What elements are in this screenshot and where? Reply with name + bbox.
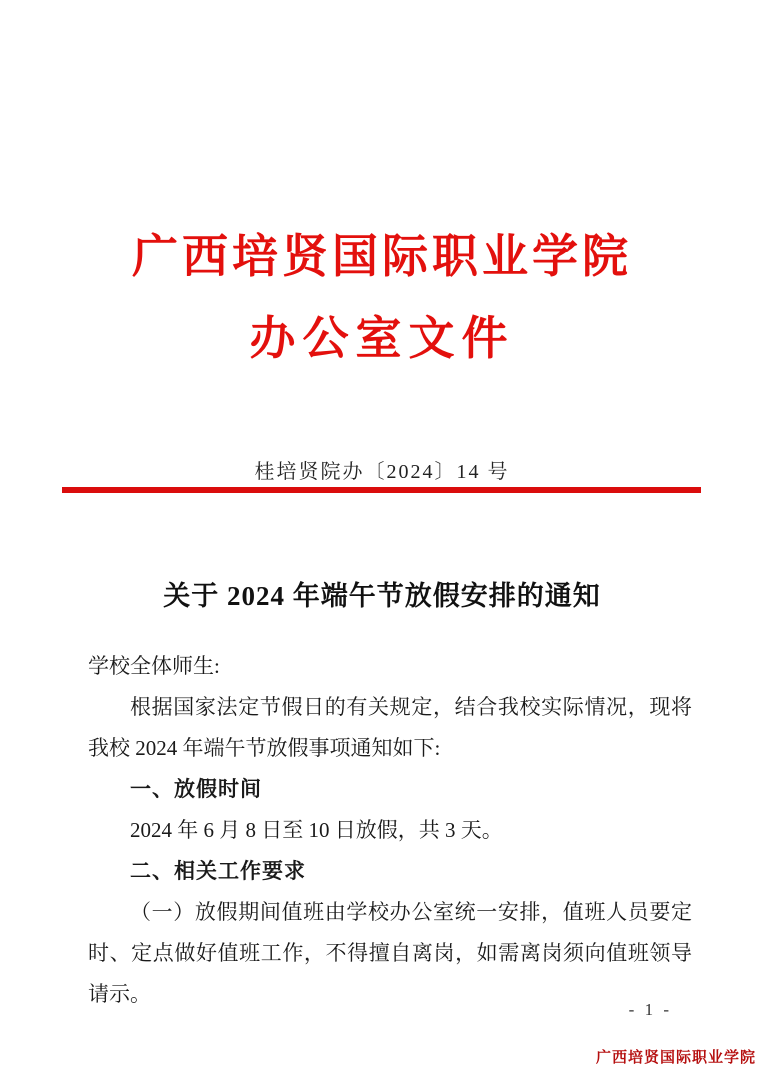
page-number: - 1 - [628,1000,672,1019]
document-number: 桂培贤院办〔2024〕14 号 [254,461,510,483]
notice-title: 关于 2024 年端午节放假安排的通知 [163,581,601,611]
header-document-type: 办公室文件 [249,313,515,364]
intro-paragraph: 根据国家法定节假日的有关规定，结合我校实际情况，现将我校 2024 年端午节放假事项通知如下: [88,695,692,760]
header-divider-rule [62,487,701,493]
section-1-heading: 一、放假时间 [130,778,262,801]
salutation-line: 学校全体师生: [88,654,220,678]
header-org-name: 广西培贤国际职业学院 [132,231,632,282]
section-2-heading: 二、相关工作要求 [130,860,306,883]
notice-body [88,646,692,1015]
section-1-paragraph: 2024 年 6 月 8 日至 10 日放假，共 3 天。 [130,818,503,842]
footer-org-name: 广西培贤国际职业学院 [595,1049,756,1066]
section-2-paragraph: （一）放假期间值班由学校办公室统一安排，值班人员要定时、定点做好值班工作，不得擅自离岗，如需离岗须向值班领导请示。 [88,900,692,1006]
